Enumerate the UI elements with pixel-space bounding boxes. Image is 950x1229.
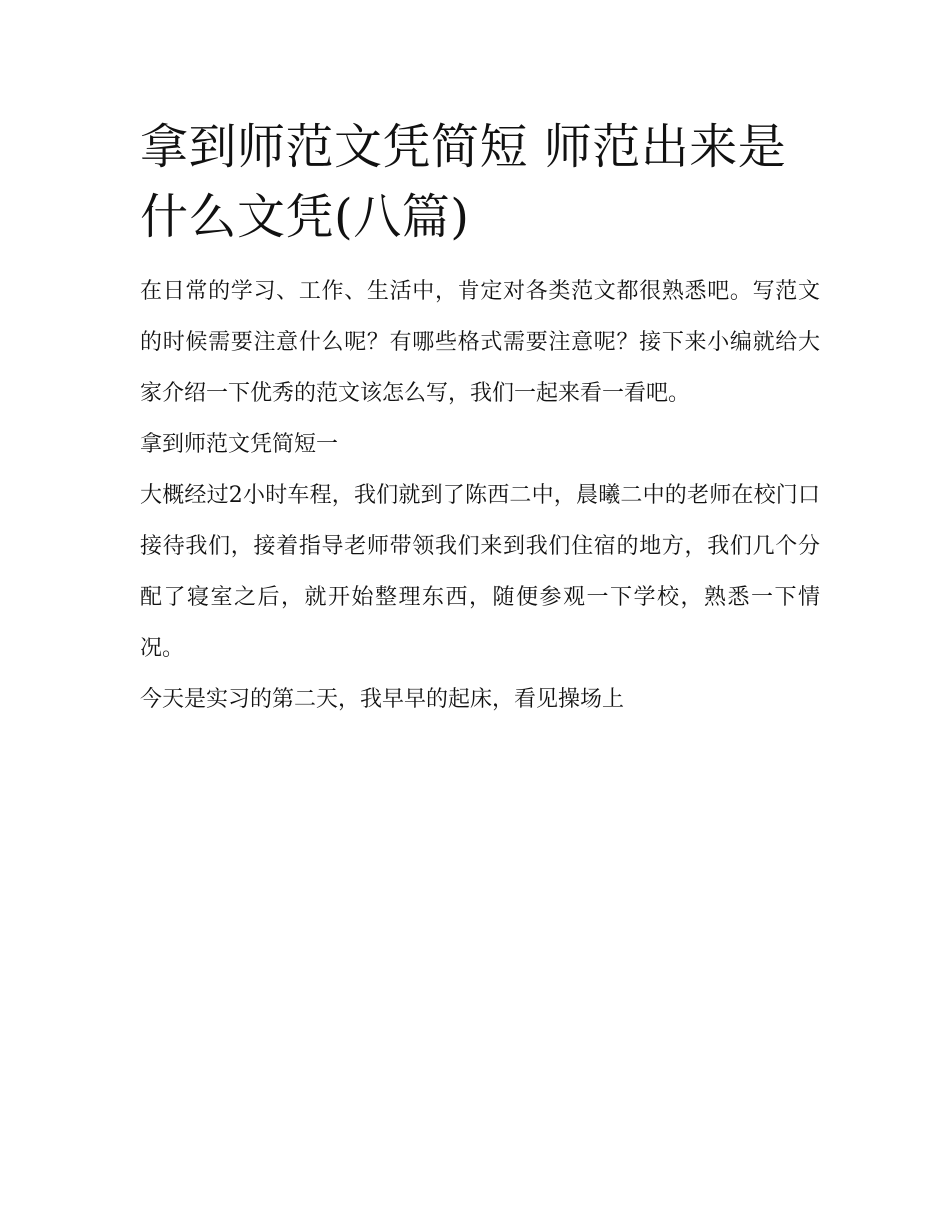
section-paragraph-continued: 今天是实习的第二天，我早早的起床，看见操场上	[140, 687, 625, 712]
section-heading: 拿到师范文凭简短一	[140, 432, 339, 457]
document-title: 拿到师范文凭简短 师范出来是什么文凭(八篇)	[140, 119, 787, 245]
document-content	[140, 112, 820, 725]
intro-paragraph: 在日常的学习、工作、生活中，肯定对各类范文都很熟悉吧。写范文的时候需要注意什么呢？有哪些格式需要注意呢？接下来小编就给大家介绍一下优秀的范文该怎么写，我们一起来看一看吧。	[140, 279, 820, 406]
document-body	[140, 266, 820, 725]
section-paragraph: 大概经过2小时车程，我们就到了陈西二中，晨曦二中的老师在校门口接待我们，接着指导老师带领我们来到我们住宿的地方，我们几个分配了寝室之后，就开始整理东西，随便参观一下学校，熟悉一下情况。	[140, 483, 820, 661]
